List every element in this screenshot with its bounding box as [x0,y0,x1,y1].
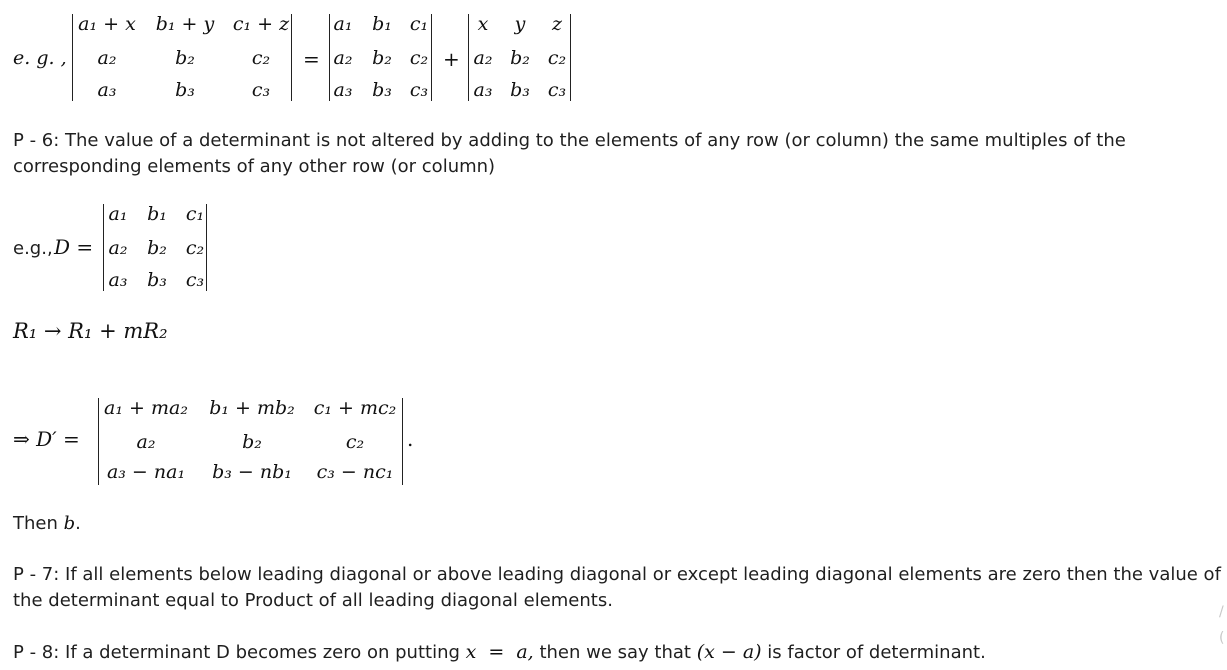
matrix-cell: a₁ [108,203,128,225]
matrix-cell: a₃ [333,79,353,101]
matrix-cell: c₃ [409,79,429,101]
matrix-cell: a₂ [108,237,128,259]
matrix-cell: c₁ [185,203,205,225]
matrix-cell: c₂ [185,237,205,259]
p8-paragraph [13,639,986,666]
matrix-cell: c₃ [251,79,271,101]
matrix-cell: a₃ − na₁ [106,461,186,483]
p8-middle: then we say that [533,642,697,663]
matrix-cell: a₃ [97,79,117,101]
matrix-cell: a₂ [473,47,493,69]
matrix-cell: c₃ − nc₁ [316,461,394,483]
p7-paragraph: P - 7: If all elements below leading diagonal or above leading diagonal or except leading diagonal elements are zero then the value of the determinant equal to Product of all leading diagonal elements. [13,564,1221,611]
example-2-label: e.g., [13,238,53,259]
scroll-indicator[interactable]: ( [1219,630,1225,646]
symbol-D: D = [54,235,94,259]
equals-sign: = [303,47,320,71]
matrix-cell: a₂ [136,431,156,453]
matrix-cell: b₃ [372,79,392,101]
p8-factor: (x − a) [696,641,762,663]
matrix-cell: a₂ [333,47,353,69]
matrix-cell: b₁ + y [155,13,215,35]
matrix-cell: a₁ + x [78,13,136,35]
matrix-cell: b₃ [175,79,195,101]
matrix-cell: y [514,13,526,35]
then-text: Then [13,513,64,534]
matrix-cell: b₁ [372,13,392,35]
p8-after: is factor of determinant. [761,642,986,663]
matrix-cell: c₂ [547,47,567,69]
scroll-indicator[interactable]: / [1219,604,1224,620]
matrix-cell: b₂ [242,431,262,453]
matrix-cell: a₁ + ma₂ [104,397,188,419]
matrix-cell: b₃ [147,269,167,291]
matrix-cell: a₂ [97,47,117,69]
then-line [13,511,81,537]
matrix-cell: a₃ [108,269,128,291]
matrix-cell: c₂ [251,47,271,69]
p6-paragraph: P - 6: The value of a determinant is not altered by adding to the elements of any row (or column) the same multiples of the corresponding elements of any other row (or column) [13,130,1126,177]
matrix-cell: b₂ [510,47,530,69]
matrix-cell: c₁ + mc₂ [313,397,397,419]
plus-sign: + [443,47,460,71]
matrix-cell: b₁ + mb₂ [209,397,295,419]
matrix-cell: c₃ [547,79,567,101]
p8-before: P - 8: If a determinant D becomes zero on putting [13,642,466,663]
matrix-cell: b₁ [147,203,167,225]
matrix-cell: a₁ [333,13,353,35]
matrix-cell: c₂ [409,47,429,69]
matrix-cell: b₃ [510,79,530,101]
matrix-cell: a₃ [473,79,493,101]
matrix-cell: b₃ − nb₁ [212,461,292,483]
matrix-cell: c₃ [185,269,205,291]
then-period: . [75,513,81,534]
matrix-cell: z [551,13,562,35]
matrix-cell: x [477,13,489,35]
matrix-cell: c₁ [409,13,429,35]
example-1-label: e. g. , [13,47,67,69]
then-var: b [63,513,76,534]
matrix-cell: b₂ [147,237,167,259]
p8-condition: x = a, [465,641,534,663]
matrix-cell: b₂ [372,47,392,69]
result-lhs: ⇒ D′ = [13,427,80,451]
matrix-cell: c₂ [345,431,365,453]
matrix-cell: b₂ [175,47,195,69]
matrix-cell: c₁ + z [232,13,290,35]
row-operation: R₁ → R₁ + mR₂ [13,319,168,343]
result-period: . [407,427,414,451]
